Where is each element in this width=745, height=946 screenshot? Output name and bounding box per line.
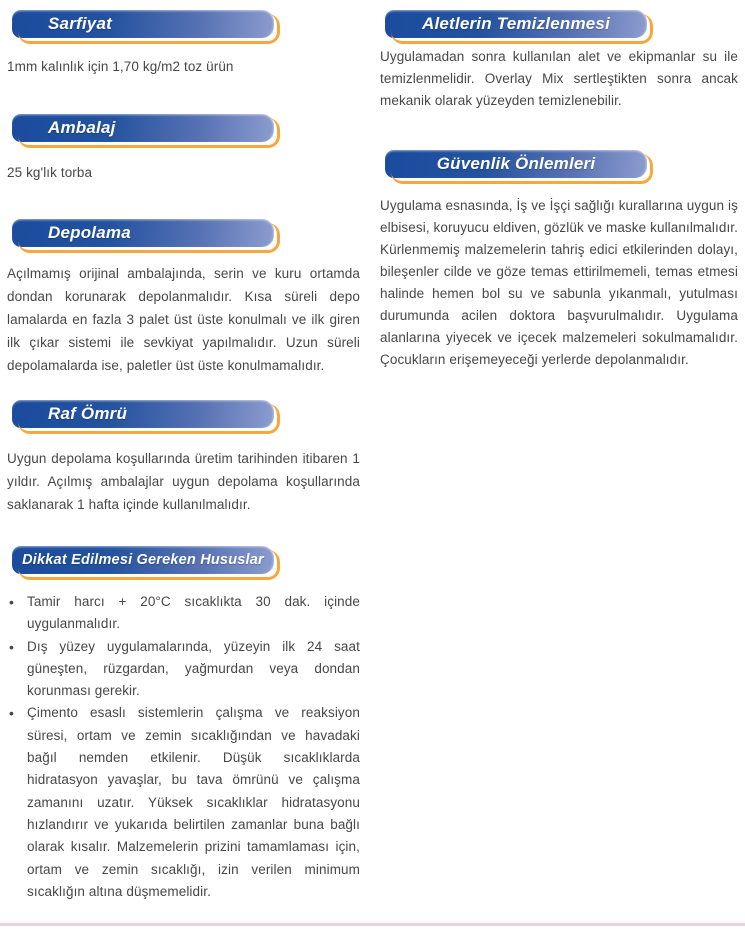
section-title-dikkat: Dikkat Edilmesi Gereken Hususlar (22, 552, 264, 568)
section-header-raf-omru (12, 400, 274, 428)
left-column (7, 0, 360, 903)
section-title-aletlerin-temizlenmesi: Aletlerin Temizlenmesi (422, 14, 610, 33)
section-body-ambalaj: 25 kg'lık torba (7, 165, 93, 180)
section-header-guvenlik-onlemleri (385, 150, 647, 178)
section-title-guvenlik-onlemleri: Güvenlik Önlemleri (436, 154, 596, 173)
section-header-sarfiyat (12, 10, 274, 38)
dikkat-bullet-list (7, 591, 360, 903)
section-title-raf-omru: Raf Ömrü (48, 404, 128, 423)
right-column (380, 0, 738, 371)
section-header-ambalaj (12, 114, 274, 142)
section-title-depolama: Depolama (48, 223, 131, 242)
section-header-depolama (12, 219, 274, 247)
section-header-dikkat (12, 546, 274, 574)
section-title-ambalaj: Ambalaj (48, 118, 116, 137)
section-body-guvenlik-onlemleri: Uygulama esnasında, İş ve İşçi sağlığı kurallarına uygun iş elbisesi, koruyucu eldiven, gözlük ve maske kullanılmalıdır. Kürlenmemiş malzemelerin tahriş edici etkilerinden dolayı, bileşenler cilde ve göze temas ettirilmemeli, temas etmesi halinde hemen bol su ve sabunla yıkanmalı, yutulması durumunda acilen doktora başvurulmalıdır. Uygulama alanlarına yiyecek ve içecek malzemeleri sokulmamalıdır. Çocukların erişemeyeceği yerlerde depolanmalıdır. (380, 198, 738, 367)
section-title-sarfiyat: Sarfiyat (48, 14, 112, 33)
section-body-raf-omru: Uygun depolama koşullarında üretim tarihinden itibaren 1 yıldır. Açılmış ambalajlar uygun depolama koşullarında saklanarak 1 hafta içinde kullanılmalıdır. (7, 451, 360, 512)
dikkat-bullet-item: • Tamir harcı + 20°C sıcaklıkta 30 dak. içinde uygulanmalıdır. (7, 591, 360, 636)
section-header-aletlerin-temizlenmesi (385, 10, 647, 38)
dikkat-bullet-item: • Çimento esaslı sistemlerin çalışma ve reaksiyon süresi, ortam ve zemin sıcaklığından ve havadaki bağıl nemden etkilenir. Düşük sıcaklıklarda hidratasyon yavaşlar, bu tava ömrünü ve çalışma zamanını uzatır. Yüksek sıcaklıklar hidratasyonu hızlandırır ve yukarıda belirtilen zamanlar buna bağlı olarak kısalır. Malzemelerin prizini tamamlaması için, ortam ve zemin sıcaklığı, izin verilen minimum sıcaklığın altına düşmemelidir. (7, 702, 360, 903)
footer-divider-line (0, 923, 745, 926)
dikkat-bullet-item: • Dış yüzey uygulamalarında, yüzeyin ilk 24 saat güneşten, rüzgardan, yağmurdan veya dondan korunması gerekir. (7, 636, 360, 703)
section-body-aletlerin-temizlenmesi: Uygulamadan sonra kullanılan alet ve ekipmanlar su ile temizlenmelidir. Overlay Mix sertleştikten sonra ancak mekanik olarak yüzeyden temizlenebilir. (380, 49, 738, 108)
section-body-sarfiyat: 1mm kalınlık için 1,70 kg/m2 toz ürün (7, 59, 234, 74)
section-body-depolama: Açılmamış orijinal ambalajında, serin ve kuru ortamda dondan korunarak depolanmalıdır. Kısa süreli depo lamalarda en fazla 3 palet üst üste konulmalı ve ilk giren ilk çıkar sistemi ile sevkiyat yapılmalıdır. Uzun süreli depolamalarda ise, paletler üst üste konulmamalıdır. (7, 266, 360, 373)
